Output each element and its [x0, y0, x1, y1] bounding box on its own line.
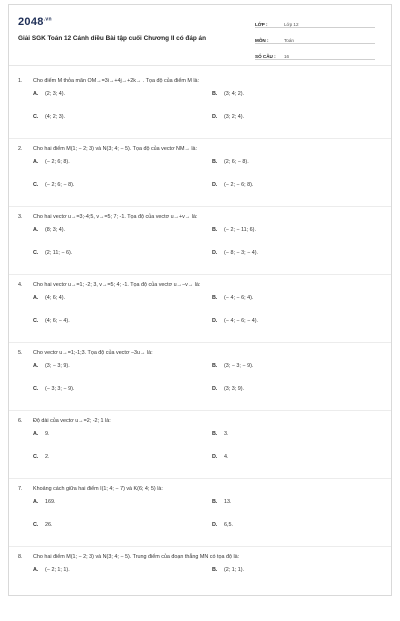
option-b[interactable]: [212, 91, 244, 97]
question-text: [18, 77, 391, 86]
option-letter: C.: [33, 114, 39, 120]
option-text: (− 4; − 6; − 4).: [224, 318, 259, 324]
option-text: (3; 2; 4).: [224, 114, 245, 120]
option-d[interactable]: [212, 522, 233, 528]
divider: [9, 410, 391, 411]
question-list: [9, 77, 391, 621]
option-text: (− 2; 6; − 8).: [45, 182, 75, 188]
option-b[interactable]: [212, 567, 244, 573]
question-text: [18, 145, 391, 154]
question-prompt: Cho vectơ u→=1;-1;3. Tọa độ của vectơ −3u→ là:: [33, 350, 153, 356]
option-b[interactable]: [212, 159, 249, 165]
option-c[interactable]: [33, 454, 50, 460]
option-text: (− 4; − 6; 4).: [224, 295, 254, 301]
question-number: 1.: [18, 78, 23, 84]
option-letter: B.: [212, 227, 218, 233]
option-letter: D.: [212, 454, 218, 460]
option-a[interactable]: [33, 363, 70, 369]
option-letter: D.: [212, 250, 218, 256]
answer-options: [18, 154, 391, 204]
worksheet-page: [8, 4, 392, 596]
page-title: Giải SGK Toán 12 Cánh diều Bài tập cuối Chương II có đáp án: [18, 35, 207, 42]
option-text: (− 8; − 3; − 4).: [224, 250, 259, 256]
option-a[interactable]: [33, 159, 70, 165]
option-letter: D.: [212, 182, 218, 188]
answer-options: [18, 358, 391, 408]
option-letter: B.: [212, 567, 218, 573]
option-d[interactable]: [212, 114, 244, 120]
option-d[interactable]: [212, 182, 253, 188]
option-text: 3.: [224, 431, 229, 437]
question-prompt: Độ dài của vectơ u→=2; -2; 1 là:: [33, 418, 111, 424]
option-text: (3; 3; 9).: [224, 386, 245, 392]
divider: [9, 546, 391, 547]
option-d[interactable]: [212, 318, 258, 324]
question-prompt: Cho hai vectơ u→=3;-4;5, v→=5; 7; -1. Tọa độ của vectơ u→+v→ là:: [33, 214, 198, 220]
question-number: 8.: [18, 554, 23, 560]
option-text: (2; 6; − 8).: [224, 159, 249, 165]
answer-options: [18, 494, 391, 544]
answer-options: [18, 562, 391, 612]
logo-text: 2048: [18, 16, 44, 28]
option-letter: A.: [33, 91, 39, 97]
option-text: (4; 6; 4).: [45, 295, 66, 301]
option-letter: C.: [33, 182, 39, 188]
question-item: [9, 77, 391, 145]
meta-row-grade: [255, 15, 375, 28]
divider: [9, 478, 391, 479]
meta-value: 16: [284, 54, 290, 59]
answer-options: [18, 426, 391, 476]
option-a[interactable]: [33, 227, 65, 233]
option-a[interactable]: [33, 499, 56, 505]
option-text: 9.: [45, 431, 50, 437]
option-b[interactable]: [212, 431, 229, 437]
divider: [9, 206, 391, 207]
option-text: (4; 2; 3).: [45, 114, 66, 120]
question-number: 4.: [18, 282, 23, 288]
option-letter: B.: [212, 159, 218, 165]
question-prompt: Cho hai điểm M(1; − 2; 3) và N(3; 4; − 5). Trung điểm của đoạn thẳng MN có tọa độ là:: [33, 554, 240, 560]
option-text: 4.: [224, 454, 229, 460]
meta-row-count: [255, 47, 375, 60]
question-text: [18, 417, 391, 426]
question-item: [9, 485, 391, 553]
option-letter: A.: [33, 295, 39, 301]
question-number: 5.: [18, 350, 23, 356]
logo-suffix: .vn: [43, 16, 52, 23]
question-item: [9, 417, 391, 485]
answer-options: [18, 86, 391, 136]
option-text: (3; 4; 2).: [224, 91, 245, 97]
option-letter: D.: [212, 386, 218, 392]
option-text: (2; 3; 4).: [45, 91, 66, 97]
question-text: [18, 281, 391, 290]
meta-label: MÔN :: [255, 38, 269, 43]
option-text: (3; − 3; − 9).: [224, 363, 254, 369]
divider: [9, 138, 391, 139]
option-c[interactable]: [33, 318, 70, 324]
option-letter: A.: [33, 567, 39, 573]
option-letter: B.: [212, 499, 218, 505]
option-text: 26.: [45, 522, 53, 528]
question-text: [18, 553, 391, 562]
option-letter: B.: [212, 295, 218, 301]
question-number: 7.: [18, 486, 23, 492]
question-prompt: Cho hai điểm M(1; − 2; 3) và N(3; 4; − 5). Tọa độ của vectơ NM→ là:: [33, 146, 198, 152]
option-d[interactable]: [212, 454, 229, 460]
site-logo[interactable]: [18, 16, 52, 28]
question-item: [9, 213, 391, 281]
question-text: [18, 213, 391, 222]
option-text: 169.: [45, 499, 56, 505]
option-text: 6,5.: [224, 522, 233, 528]
option-text: (− 2; − 6; 8).: [224, 182, 254, 188]
divider: [9, 274, 391, 275]
option-b[interactable]: [212, 363, 253, 369]
question-prompt: Khoảng cách giữa hai điểm I(1; 4; − 7) và K(6; 4; 5) là:: [33, 486, 163, 492]
option-c[interactable]: [33, 250, 72, 256]
question-number: 3.: [18, 214, 23, 220]
option-a[interactable]: [33, 567, 70, 573]
page-header: [9, 5, 391, 66]
option-text: (− 2; 6; 8).: [45, 159, 70, 165]
option-letter: A.: [33, 159, 39, 165]
question-item: [9, 349, 391, 417]
option-letter: A.: [33, 363, 39, 369]
option-c[interactable]: [33, 182, 74, 188]
option-c[interactable]: [33, 114, 65, 120]
option-b[interactable]: [212, 499, 232, 505]
option-letter: A.: [33, 227, 39, 233]
question-item: [9, 145, 391, 213]
question-number: 2.: [18, 146, 23, 152]
option-letter: B.: [212, 363, 218, 369]
option-letter: B.: [212, 91, 218, 97]
option-d[interactable]: [212, 386, 244, 392]
option-letter: B.: [212, 431, 218, 437]
option-letter: C.: [33, 522, 39, 528]
option-a[interactable]: [33, 295, 65, 301]
option-letter: A.: [33, 431, 39, 437]
answer-options: [18, 222, 391, 272]
option-text: (− 2; 1; 1).: [45, 567, 70, 573]
option-text: (− 3; 3; − 9).: [45, 386, 75, 392]
option-letter: C.: [33, 318, 39, 324]
meta-label: SỐ CÂU :: [255, 54, 276, 59]
option-c[interactable]: [33, 522, 53, 528]
meta-info: [255, 15, 375, 63]
answer-options: [18, 290, 391, 340]
option-letter: D.: [212, 318, 218, 324]
divider: [9, 342, 391, 343]
question-text: [18, 485, 391, 494]
question-prompt: Cho hai vectơ u→=1; -2; 3, v→=5; 4; -1. Tọa độ của vectơ u→−v→ là:: [33, 282, 201, 288]
option-text: (3; − 3; 9).: [45, 363, 70, 369]
option-b[interactable]: [212, 295, 253, 301]
option-c[interactable]: [33, 386, 74, 392]
question-number: 6.: [18, 418, 23, 424]
question-item: [9, 281, 391, 349]
option-letter: C.: [33, 386, 39, 392]
meta-value: Lớp 12: [284, 22, 299, 27]
question-text: [18, 349, 391, 358]
option-text: (2; 11; − 6).: [45, 250, 73, 256]
option-text: (2; 1; 1).: [224, 567, 245, 573]
option-a[interactable]: [33, 91, 65, 97]
meta-row-subject: [255, 31, 375, 44]
option-letter: C.: [33, 250, 39, 256]
option-text: (8; 3; 4).: [45, 227, 66, 233]
option-letter: A.: [33, 499, 39, 505]
option-text: (4; 6; − 4).: [45, 318, 70, 324]
option-d[interactable]: [212, 250, 258, 256]
meta-value: Toán: [284, 38, 294, 43]
option-letter: D.: [212, 114, 218, 120]
meta-label: LỚP :: [255, 22, 268, 27]
question-prompt: Cho điểm M thỏa mãn OM→=3i→+4j→+2k→ . Tọa độ của điểm M là:: [33, 78, 200, 84]
option-text: (− 2; − 11; 6).: [224, 227, 256, 233]
question-item: [9, 553, 391, 621]
option-text: 2.: [45, 454, 50, 460]
option-text: 13.: [224, 499, 232, 505]
option-b[interactable]: [212, 227, 256, 233]
option-letter: D.: [212, 522, 218, 528]
option-a[interactable]: [33, 431, 50, 437]
option-letter: C.: [33, 454, 39, 460]
